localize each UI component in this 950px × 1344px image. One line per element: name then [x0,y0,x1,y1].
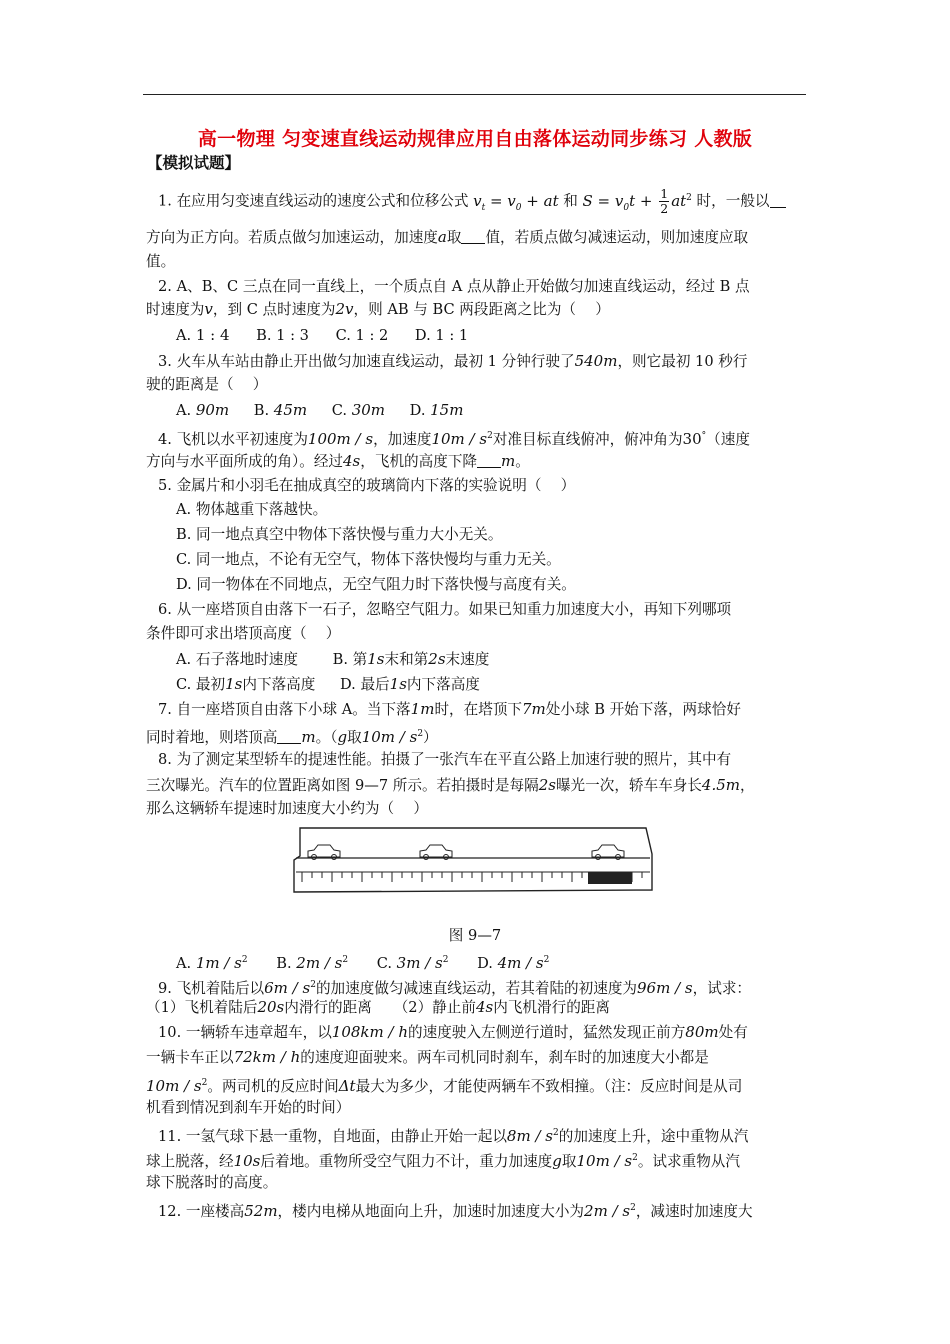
q2-options: A. 1 : 4 B. 1 : 3 C. 1 : 2 D. 1 : 1 [176,326,469,344]
q5-option-b: B. 同一地点真空中物体下落快慢与重力大小无关。 [176,526,503,543]
q4-line2: 方向与水平面所成的角）。经过4s，飞机的高度下降 m。 [146,452,530,470]
q2-line2: 时速度为v，到 C 点时速度为2v，则 AB 与 BC 两段距离之比为（ ） [146,300,610,318]
q7-line2: 同时着地，则塔顶高 m。（g取$10m / s^2$） [146,728,438,746]
figure-caption: 图 9—7 [448,927,502,944]
q8-line3: 那么这辆轿车提速时加速度大小约为（ ） [146,800,428,817]
velocity-formula: $v_t = v_0$ + at [473,191,559,213]
page-title: 高一物理 匀变速直线运动规律应用自由落体运动同步练习 人教版 [197,128,753,150]
q1-line1: 1. 在应用匀变速直线运动的速度公式和位移公式 $v_t = v_0$ + at 和 $S = v_0t$ + $\frac{1}{2}$ $at^2$ 时，一般以 [158,187,786,218]
q8-line1: 8. 为了测定某型轿车的提速性能。拍摄了一张汽车在平直公路上加速行驶的照片，其中有 [158,751,732,768]
q8-options: A. $1m / s^2$ B. $2m / s^2$ C. $3m / s^2$ D. $4m / s^2$ [176,954,550,972]
q1-text: 1. 在应用匀变速直线运动的速度公式和位移公式 [158,192,469,210]
q8-line2: 三次曝光。汽车的位置距离如图 9—7 所示。若拍摄时是每隔2s曝光一次，轿车车身长4.5m， [146,776,755,794]
q3-line1: 3. 火车从车站由静止开出做匀加速直线运动，最初 1 分钟行驶了540m，则它最初 10 秒行 [158,352,748,370]
dense-tick-block [588,872,632,884]
q11-line1: 11. 一氢气球下悬一重物，自地面，由静止开始一起以$8m / s^2$的加速度上升，途中重物从汽 [158,1127,749,1145]
q1-line2: 方向为正方向。若质点做匀加速运动，加速度a取 值，若质点做匀减速运动，则加速度应取 [146,228,749,246]
q9-line1: 9. 飞机着陆后以$6m / s^2$的加速度做匀减速直线运动，若其着陆的初速度为96m / s，试求： [158,979,752,997]
q6-line1: 6. 从一座塔顶自由落下一石子，忽略空气阻力。如果已知重力加速度大小，再知下列哪项 [158,601,732,618]
q3-line2: 驶的距离是（ ） [146,376,268,393]
q5-option-d: D. 同一物体在不同地点，无空气阻力时下落快慢与高度有关。 [176,576,576,593]
q3-options: A. 90m B. 45m C. 30m D. 15m [176,401,464,419]
q6-options-ab: A. 石子落地时速度 B. 第1s末和第2s末速度 [176,650,490,668]
q5-option-c: C. 同一地点，不论有无空气，物体下落快慢均与重力无关。 [176,551,561,568]
q11-line3: 球下脱落时的高度。 [146,1174,278,1191]
answer-blank [477,453,501,468]
q6-line2: 条件即可求出塔顶高度（ ） [146,625,341,642]
q10-line2: 一辆卡车正以72km / h的速度迎面驶来。两车司机同时刹车，刹车时的加速度大小都是 [146,1048,709,1066]
q9-line2: （1）飞机着陆后20s内滑行的距离 （2）静止前4s内飞机滑行的距离 [146,998,610,1016]
q5-line1: 5. 金属片和小羽毛在抽成真空的玻璃筒内下落的实验说明（ ） [158,477,576,494]
q10-line1: 10. 一辆轿车违章超车，以108km / h的速度驶入左侧逆行道时，猛然发现正前方80m处有 [158,1023,748,1041]
q5-option-a: A. 物体越重下落越快。 [176,501,328,518]
car-exposure-figure [290,826,656,898]
q1-line3: 值。 [146,253,176,270]
q7-line1: 7. 自一座塔顶自由落下小球 A。当下落1m时，在塔顶下7m处小球 B 开始下落，两球恰好 [158,700,741,718]
q2-line1: 2. A、B、C 三点在同一直线上，一个质点自 A 点从静止开始做匀加速直线运动，经过 B 点 [158,278,750,295]
q4-line1: 4. 飞机以水平初速度为100m / s，加速度$10m / s^2$对准目标直线俯冲，俯冲角为30°（速度 [158,430,750,448]
q11-line2: 球上脱落，经10s后着地。重物所受空气阻力不计，重力加速度g取$10m / s^2$。试求重物从汽 [146,1152,740,1170]
answer-blank [277,729,301,744]
answer-blank [461,229,485,244]
top-rule [143,94,806,95]
section-heading: 【模拟试题】 [147,154,241,172]
displacement-formula: $S = v_0t$ + $\frac{1}{2}$ $at^2$ [582,186,692,216]
car-2 [420,845,452,860]
car-3 [592,845,624,860]
answer-blank [770,193,786,208]
car-1 [308,845,340,860]
q6-options-cd: C. 最初1s内下落高度 D. 最后1s内下落高度 [176,675,480,693]
q10-line3: $10m / s^2$。两司机的反应时间Δt最大为多少，才能使两辆车不致相撞。（注：反应时间是从司 [146,1077,743,1095]
q12-line1: 12. 一座楼高52m，楼内电梯从地面向上升，加速时加速度大小为$2m / s^2$，减速时加速度大 [158,1202,753,1220]
q10-line4: 机看到情况到刹车开始的时间） [146,1099,351,1116]
